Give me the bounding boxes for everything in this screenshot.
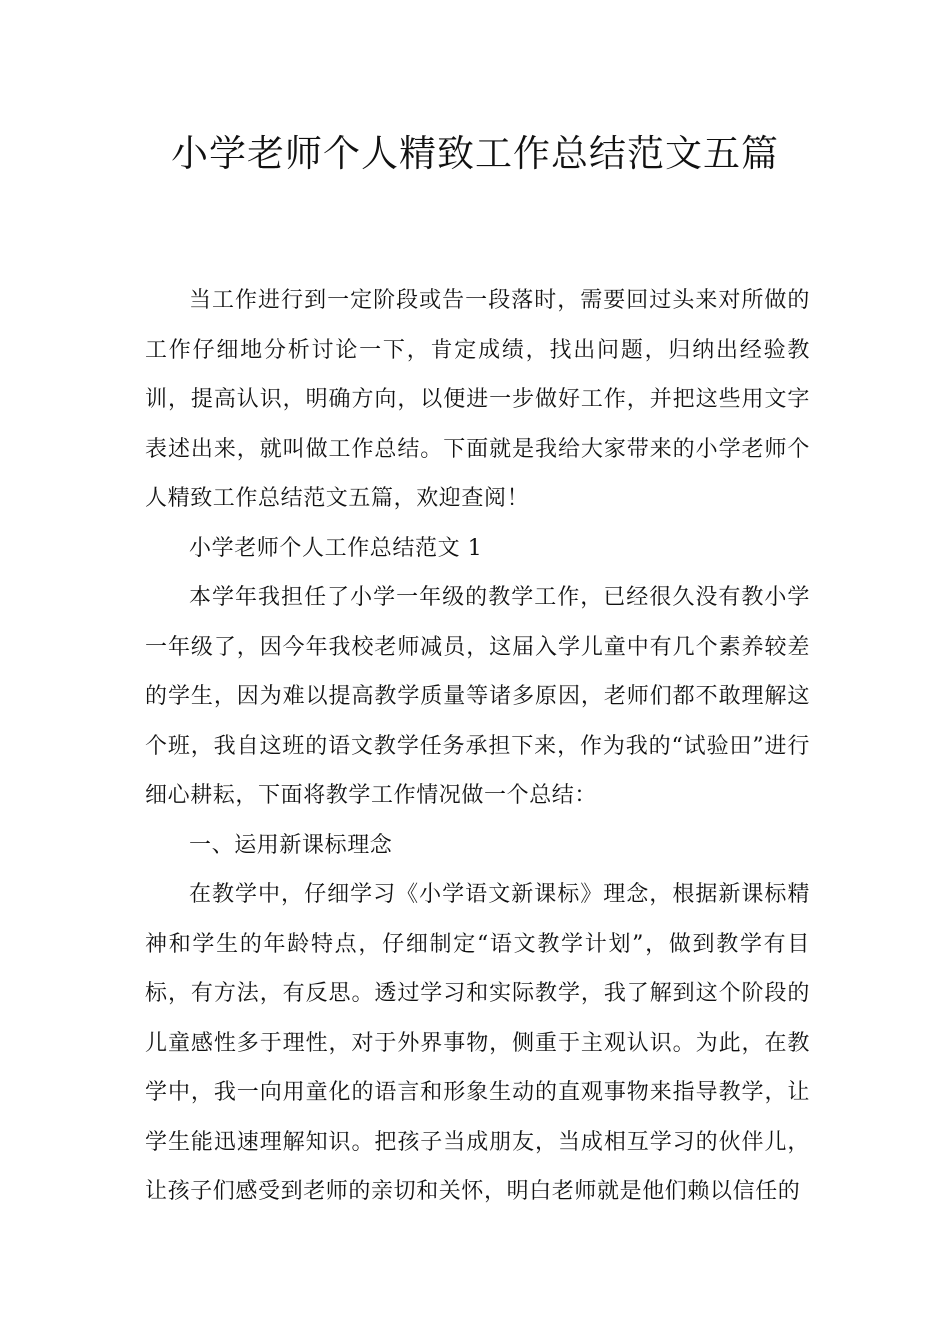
intro-paragraph: 当工作进行到一定阶段或告一段落时，需要回过头来对所做的工作仔细地分析讨论一下，肯定成绩，找出问题，归纳出经验教训，提高认识，明确方向，以便进一步做好工作，并把这些用文字表述出来，就叫做工作总结。下面就是我给大家带来的小学老师个人精致工作总结范文五篇，欢迎查阅！ — [145, 288, 810, 511]
document-body — [145, 276, 810, 1217]
body-paragraph: 本学年我担任了小学一年级的教学工作，已经很久没有教小学一年级了，因今年我校老师减员，这届入学儿童中有几个素养较差的学生，因为难以提高教学质量等诸多原因，老师们都不敢理解这个班，我自这班的语文教学任务承担下来，作为我的“试验田”进行细心耕耘，下面将教学工作情况做一个总结： — [145, 585, 810, 808]
document-title: 小学老师个人精致工作总结范文五篇 — [171, 132, 779, 175]
body-paragraph: 在教学中，仔细学习《小学语文新课标》理念，根据新课标精神和学生的年龄特点，仔细制定“语文教学计划”，做到教学有目标，有方法，有反思。透过学习和实际教学，我了解到这个阶段的儿童感性多于理性，对于外界事物，侧重于主观认识。为此，在教学中，我一向用童化的语言和形象生动的直观事物来指导教学，让学生能迅速理解知识。把孩子当成朋友，当成相互学习的伙伴儿，让孩子们感受到老师的亲切和关怀，明白老师就是他们赖以信任的 — [145, 882, 810, 1204]
section-heading-new-curriculum: 一、运用新课标理念 — [189, 832, 393, 858]
section-heading-example-1: 小学老师个人工作总结范文 1 — [189, 535, 483, 561]
